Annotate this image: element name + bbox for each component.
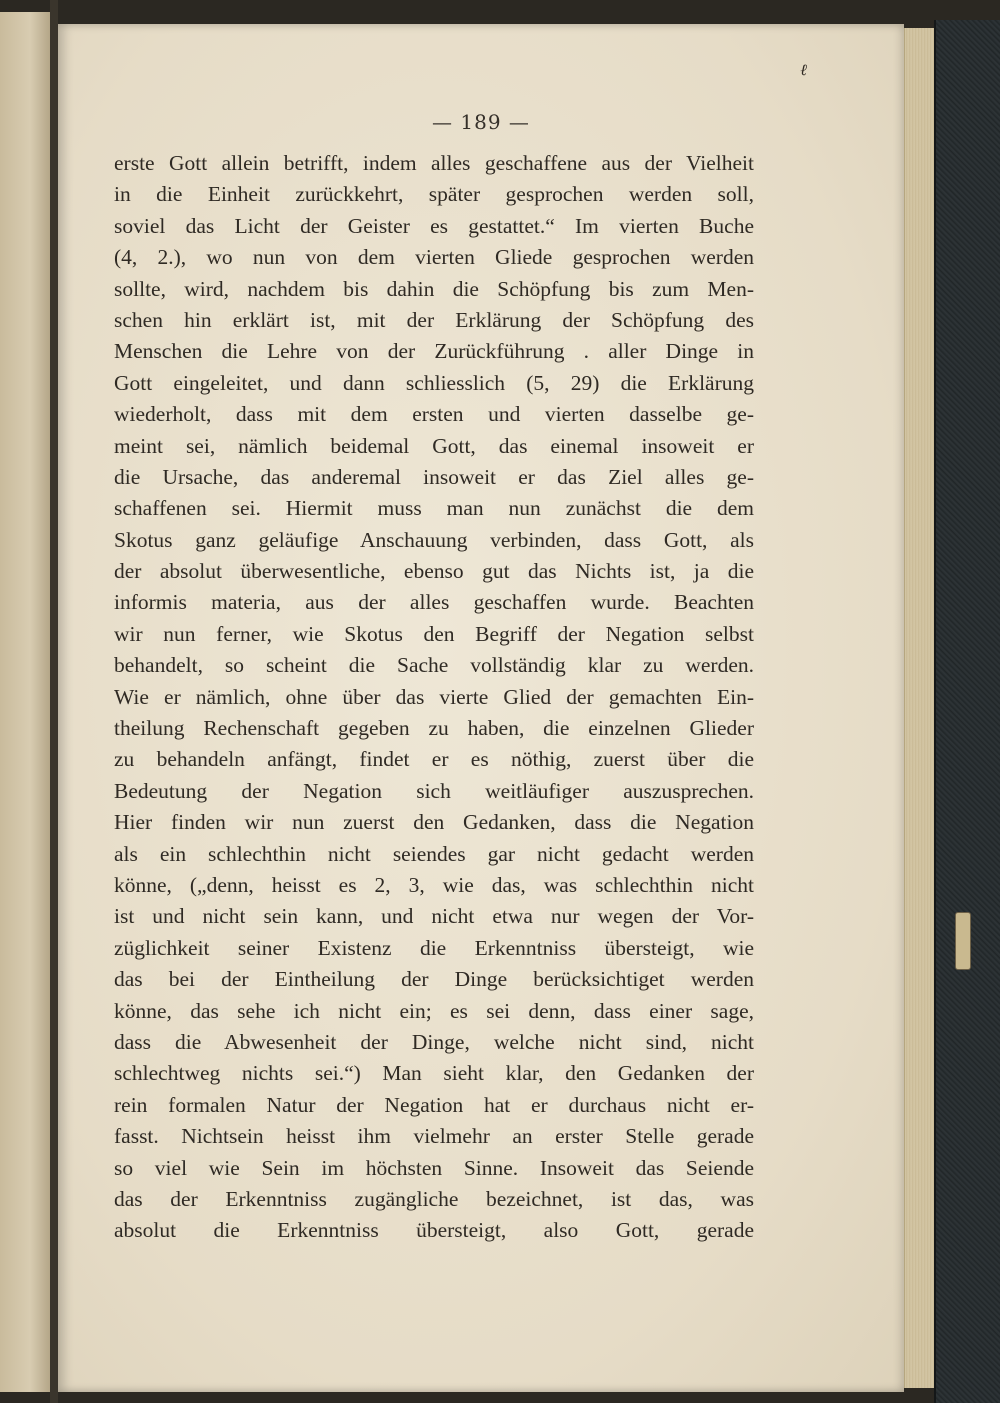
cover-clasp — [955, 912, 971, 970]
text-line: könne, („denn, heisst es 2, 3, wie das, was schlechthin nicht — [114, 872, 754, 897]
text-line: ist und nicht sein kann, und nicht etwa nur wegen der Vor- — [114, 904, 754, 929]
text-line: fasst. Nichtsein heisst ihm vielmehr an erster Stelle gerade — [114, 1124, 754, 1149]
text-line: so viel wie Sein im höchsten Sinne. Insoweit das Seiende — [114, 1155, 754, 1180]
body-text — [114, 148, 754, 1247]
text-line: informis materia, aus der alles geschaffen wurde. Beachten — [114, 590, 754, 615]
text-line: züglichkeit seiner Existenz die Erkenntniss übersteigt, wie — [114, 935, 754, 960]
text-line: schen hin erklärt ist, mit der Erklärung der Schöpfung des — [114, 307, 754, 332]
text-line: die Ursache, das anderemal insoweit er das Ziel alles ge- — [114, 464, 754, 489]
text-line: das der Erkenntniss zugängliche bezeichnet, ist das, was — [114, 1186, 754, 1211]
text-line: absolut die Erkenntniss übersteigt, also Gott, gerade — [114, 1218, 754, 1243]
text-line: Wie er nämlich, ohne über das vierte Glied der gemachten Ein- — [114, 684, 754, 709]
text-line: schlechtweg nichts sei.“) Man sieht klar, den Gedanken der — [114, 1061, 754, 1086]
corner-pencil-mark: ℓ — [798, 59, 810, 80]
text-line: behandelt, so scheint die Sache vollständig klar zu werden. — [114, 653, 754, 678]
text-line: theilung Rechenschaft gegeben zu haben, die einzelnen Glieder — [114, 716, 754, 741]
text-line: erste Gott allein betrifft, indem alles geschaffene aus der Vielheit — [114, 151, 754, 175]
text-line: meint sei, nämlich beidemal Gott, das einemal insoweit er — [114, 433, 754, 458]
text-line: das bei der Eintheilung der Dinge berücksichtiget werden — [114, 967, 754, 992]
text-line: Gott eingeleitet, und dann schliesslich (5, 29) die Erklärung — [114, 370, 754, 395]
text-line: Skotus ganz geläufige Anschauung verbinden, dass Gott, als — [114, 527, 754, 552]
text-line: zu behandeln anfängt, findet er es nöthig, zuerst über die — [114, 747, 754, 772]
text-line: wiederholt, dass mit dem ersten und vierten dasselbe ge- — [114, 402, 754, 427]
text-line: Hier finden wir nun zuerst den Gedanken, dass die Negation — [114, 810, 754, 835]
text-line: könne, das sehe ich nicht ein; es sei denn, dass einer sage, — [114, 998, 754, 1023]
text-line: als ein schlechthin nicht seiendes gar nicht gedacht werden — [114, 841, 754, 866]
text-line: schaffenen sei. Hiermit muss man nun zunächst die dem — [114, 496, 754, 521]
text-line: sollte, wird, nachdem bis dahin die Schöpfung bis zum Men- — [114, 276, 754, 301]
text-line: Menschen die Lehre von der Zurückführung . aller Dinge in — [114, 339, 754, 364]
page-header: — 189 — — [432, 110, 530, 134]
text-line: in die Einheit zurückkehrt, später gesprochen werden soll, — [114, 182, 754, 207]
text-line: soviel das Licht der Geister es gestattet.“ Im vierten Buche — [114, 213, 754, 238]
book-cover — [934, 20, 1000, 1403]
gutter-shadow — [50, 0, 58, 1403]
page-stack-edge — [904, 28, 935, 1388]
text-line: (4, 2.), wo nun von dem vierten Gliede gesprochen werden — [114, 245, 754, 270]
text-line: dass die Abwesenheit der Dinge, welche nicht sind, nicht — [114, 1029, 754, 1054]
text-line: der absolut überwesentliche, ebenso gut das Nichts ist, ja die — [114, 559, 754, 584]
previous-page-edge — [0, 12, 50, 1392]
text-line: Bedeutung der Negation sich weitläufiger auszusprechen. — [114, 778, 754, 803]
text-line: wir nun ferner, wie Skotus den Begriff der Negation selbst — [114, 621, 754, 646]
text-line: rein formalen Natur der Negation hat er durchaus nicht er- — [114, 1092, 754, 1117]
